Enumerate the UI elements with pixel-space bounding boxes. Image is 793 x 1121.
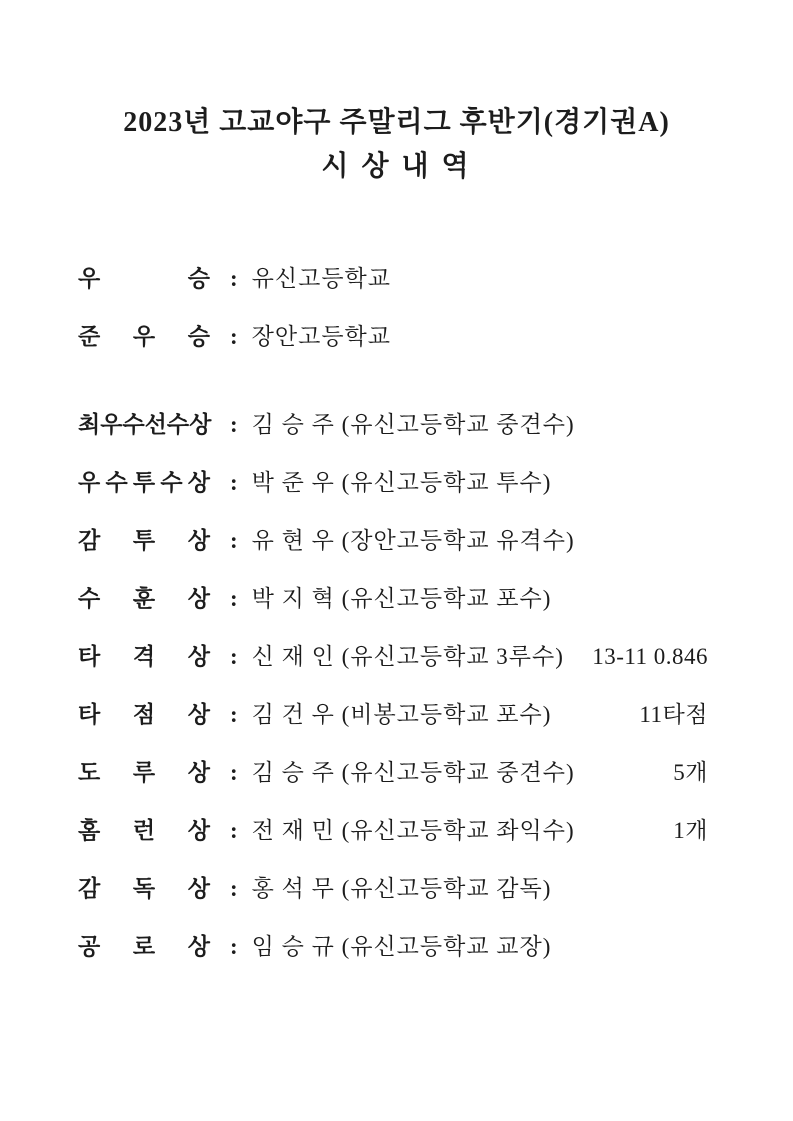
row-runner-up — [78, 322, 708, 352]
colon-separator: : — [230, 324, 238, 349]
award-label: 홈 런 상 — [78, 818, 210, 843]
award-recipient: 김 승 주 (유신고등학교 중견수) — [251, 412, 575, 437]
row-stolen-base — [78, 758, 708, 788]
award-label: 도 루 상 — [78, 760, 210, 785]
award-label: 감 독 상 — [78, 876, 210, 901]
award-label: 우 승 — [78, 266, 210, 291]
colon-separator: : — [230, 470, 238, 495]
award-recipient: 신 재 인 (유신고등학교 3루수) — [251, 644, 564, 669]
row-rbi — [78, 700, 708, 730]
colon-separator: : — [230, 266, 238, 291]
award-recipient: 유 현 우 (장안고등학교 유격수) — [251, 528, 575, 553]
document-title-line1: 2023년 고교야구 주말리그 후반기(경기권A) — [123, 107, 670, 138]
winners-section — [78, 264, 708, 352]
row-meritorious — [78, 584, 708, 614]
award-label: 수 훈 상 — [78, 586, 210, 611]
award-recipient: 전 재 민 (유신고등학교 좌익수) — [251, 818, 575, 843]
row-fighting-spirit — [78, 526, 708, 556]
colon-separator: : — [230, 760, 238, 785]
award-label: 최 우 수 선 수 상 — [78, 412, 212, 437]
document-title — [0, 0, 793, 186]
award-recipient: 유신고등학교 — [251, 266, 391, 291]
award-recipient: 홍 석 무 (유신고등학교 감독) — [251, 876, 552, 901]
award-recipient: 김 건 우 (비봉고등학교 포수) — [251, 702, 552, 727]
award-list — [78, 264, 708, 962]
row-home-run — [78, 816, 708, 846]
award-label: 타 격 상 — [78, 644, 210, 669]
awards-section — [78, 410, 708, 962]
award-recipient: 장안고등학교 — [251, 324, 391, 349]
award-stat: 13-11 0.846 — [592, 644, 708, 669]
award-recipient: 박 준 우 (유신고등학교 투수) — [251, 470, 552, 495]
row-champion — [78, 264, 708, 294]
award-label: 준 우 승 — [78, 324, 210, 349]
award-label: 타 점 상 — [78, 702, 210, 727]
colon-separator: : — [230, 644, 238, 669]
row-manager — [78, 874, 708, 904]
row-batting — [78, 642, 708, 672]
award-label: 공 로 상 — [78, 934, 210, 959]
row-mvp — [78, 410, 708, 440]
award-recipient: 임 승 규 (유신고등학교 교장) — [251, 934, 552, 959]
award-label: 감 투 상 — [78, 528, 210, 553]
row-best-pitcher — [78, 468, 708, 498]
award-stat: 1개 — [673, 818, 708, 843]
colon-separator: : — [230, 876, 238, 901]
award-stat: 5개 — [673, 760, 708, 785]
document-title-line2: 시 상 내 역 — [321, 151, 472, 182]
colon-separator: : — [230, 818, 238, 843]
award-stat: 11타점 — [639, 702, 708, 727]
award-recipient: 박 지 혁 (유신고등학교 포수) — [251, 586, 552, 611]
colon-separator: : — [230, 586, 238, 611]
colon-separator: : — [230, 702, 238, 727]
award-label: 우 수 투 수 상 — [78, 470, 210, 495]
colon-separator: : — [230, 412, 238, 437]
colon-separator: : — [230, 934, 238, 959]
row-contribution — [78, 932, 708, 962]
colon-separator: : — [230, 528, 238, 553]
award-recipient: 김 승 주 (유신고등학교 중견수) — [251, 760, 575, 785]
